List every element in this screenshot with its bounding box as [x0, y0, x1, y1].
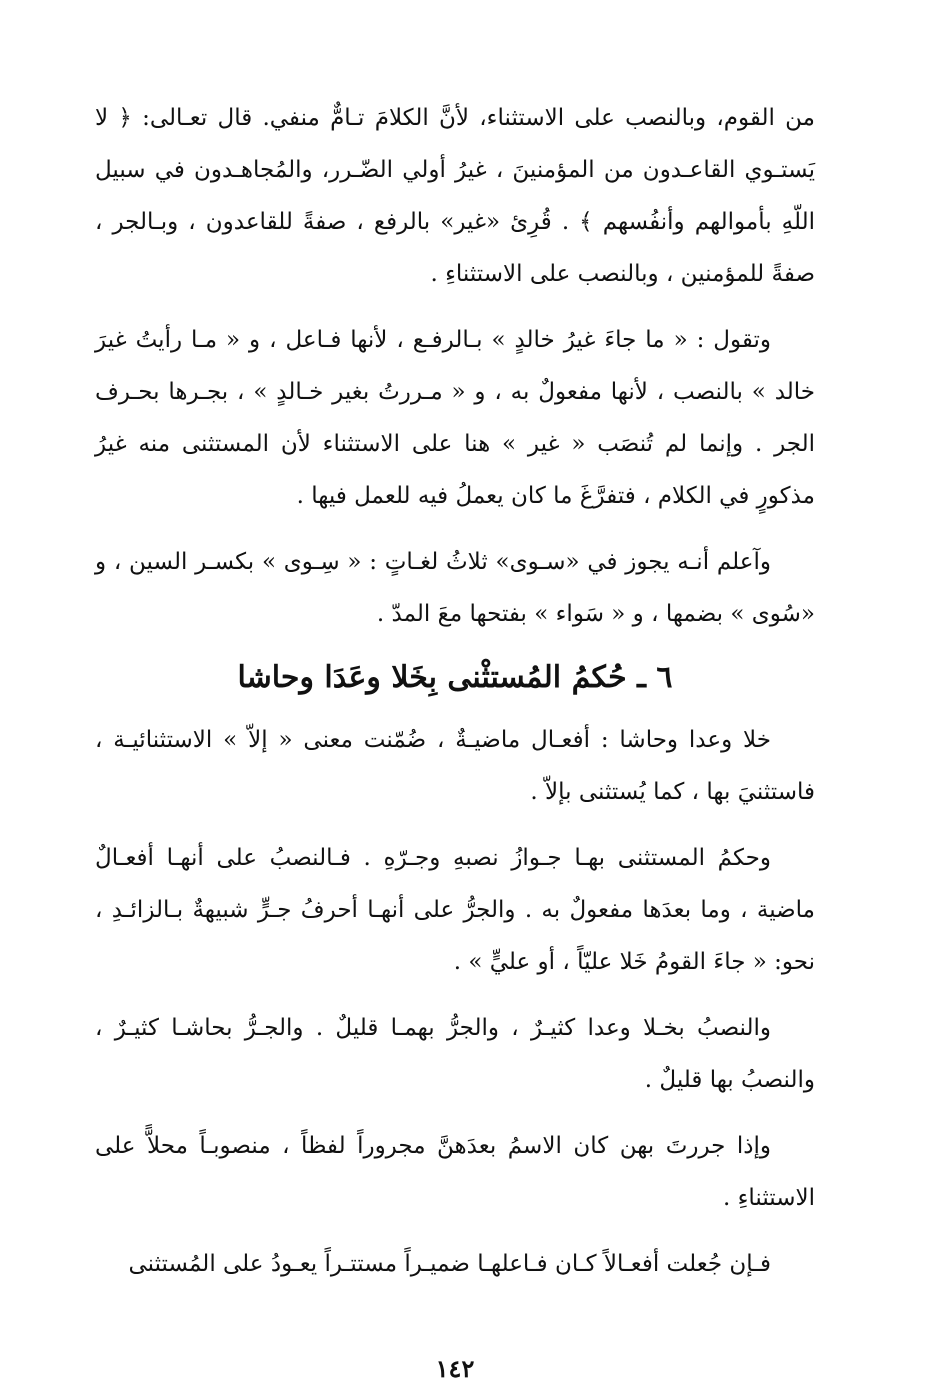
paragraph-6: والنصبُ بخـلا وعدا كثيـرٌ ، والجرُّ بهمـا قليلٌ . والجـرُّ بحاشـا كثيـرٌ ، والنصبُ بها قليلٌ .: [95, 1015, 815, 1093]
paragraph-3: وآعلم أنـه يجوز في «سـوى» ثلاثُ لغـاتٍ : « سِـوى » بكسـر السين ، و «سُوى » بضمها ، و « سَواء » بفتحها معَ المدّ .: [95, 549, 815, 627]
paragraph-8: فـإن جُعلت أفعـالاً كـان فـاعلهـا ضميـراً مستتـراً يعـودُ على المُستثنى: [128, 1251, 771, 1277]
paragraph-7: وإذا جررتَ بهن كان الاسمُ بعدَهنَّ مجروراً لفظاً ، منصوبـاً محلاًّ على الاستثناءِ .: [95, 1133, 815, 1211]
section-heading: ٦ ـ حُكمُ المُستثْنى بِخَلا وعَدَا وحاشا: [237, 660, 673, 695]
book-page: [95, 92, 815, 1383]
paragraph-1: من القوم، وبالنصب على الاستثناء، لأنَّ الكلامَ تـامٌّ منفي. قال تعـالى: ﴿ لا يَستـوي القاعـدون من المؤمنينَ ، غيرُ أولي الضّـرر، والمُجاهـدون في سبيل اللّهِ بأموالهم وأنفُسهم ﴾ . قُرِئ «غير» بالرفع ، صفةً للقاعدون ، وبـالجر ، صفةً للمؤمنين ، وبالنصب على الاستثناءِ .: [95, 105, 815, 287]
page-number: ١٤٢: [435, 1354, 475, 1383]
paragraph-2: وتقول : « ما جاءَ غيرُ خالدٍ » بـالرفـع ، لأنها فـاعل ، و « مـا رأيتُ غيرَ خالد » بالنصب ، لأنها مفعولٌ به ، و « مـررتُ بغير خـالدٍ » ، بجـرها بحـرف الجر . وإنما لم تُنصَب « غير » هنا على الاستثناء لأن المستثنى منه غيرُ مذكورٍ في الكلام ، فتفرَّغَ ما كان يعملُ فيه للعمل فيها .: [95, 327, 815, 509]
paragraph-4: خلا وعدا وحاشا : أفعـال ماضيـةٌ ، ضُمّنت معنى « إلاّ » الاستثنائيـة ، فاستثنيَ بها ، كما يُستثنى بإلاّ .: [95, 727, 815, 805]
paragraph-5: وحكمُ المستثنى بهـا جـوازُ نصبهِ وجـرّهِ . فـالنصبُ على أنهـا أفعـالٌ ماضية ، وما بعدَها مفعولٌ به . والجرُّ على أنهـا أحرفُ جـرٍّ شبيهةٌ بـالزائـدِ ، نحو: « جاءَ القومُ خَلا عليّاً ، أو عليٍّ » .: [95, 845, 815, 975]
